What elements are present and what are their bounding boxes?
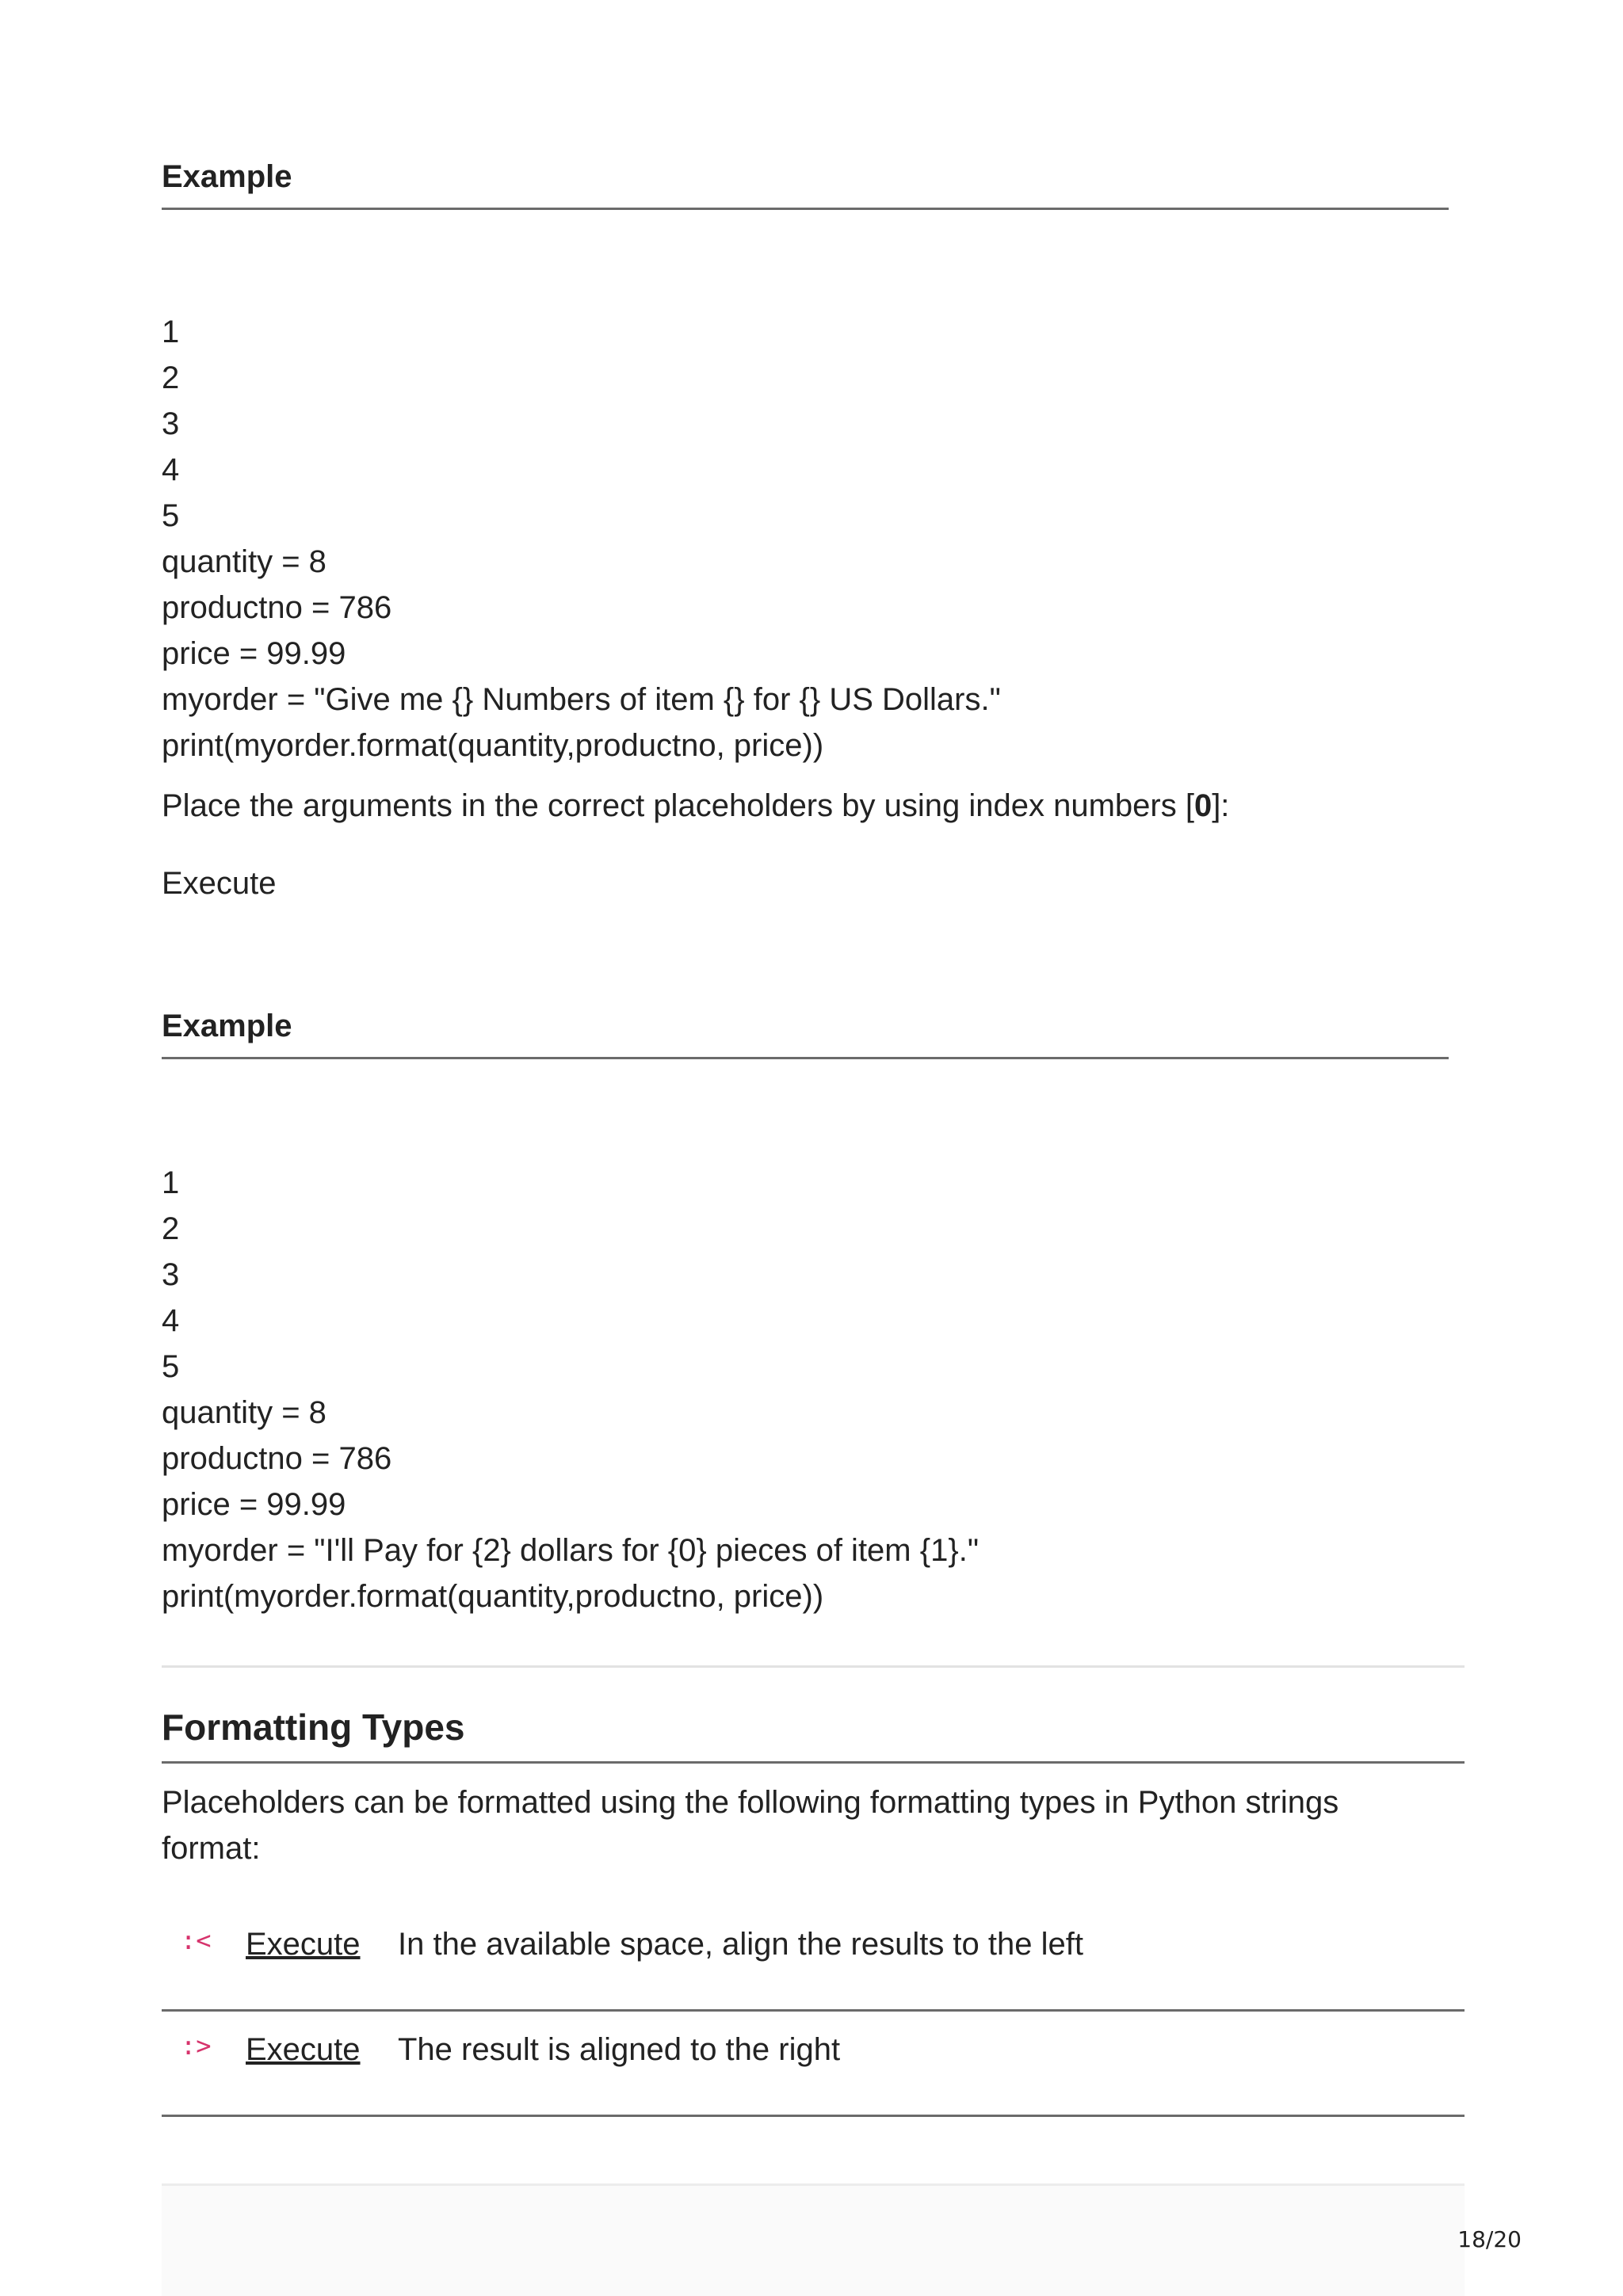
format-type-row (162, 1906, 1465, 2012)
code-line: print(myorder.format(quantity,productno, price)) (162, 1579, 824, 1614)
execute-text: Execute (162, 866, 277, 901)
format-description: In the available space, align the results to the left (398, 1927, 1083, 1962)
code-line: 5 (162, 498, 180, 533)
code-line: myorder = "Give me {} Numbers of item {} for {} US Dollars." (162, 682, 1001, 717)
divider (162, 1665, 1465, 1668)
example-heading: Example (162, 1008, 1449, 1059)
code-line: price = 99.99 (162, 1487, 346, 1522)
code-block (162, 309, 1001, 769)
intro-line: format: (162, 1831, 261, 1866)
format-code: :< (181, 1925, 212, 1955)
format-description: The result is aligned to the right (398, 2032, 841, 2067)
code-line: 3 (162, 406, 180, 441)
paragraph-text: ]: (1212, 788, 1230, 823)
code-line: 4 (162, 1303, 180, 1338)
paragraph (162, 783, 1229, 829)
code-line: productno = 786 (162, 590, 392, 625)
code-line: 1 (162, 1165, 180, 1200)
format-type-row (162, 2012, 1465, 2117)
code-line: quantity = 8 (162, 544, 327, 579)
bold-index: 0 (1193, 788, 1212, 823)
next-row-placeholder (162, 2183, 1465, 2296)
code-line: 1 (162, 315, 180, 349)
execute-link[interactable]: Execute (246, 2032, 361, 2067)
code-block (162, 1160, 979, 1619)
code-line: 5 (162, 1349, 180, 1384)
section-title: Formatting Types (162, 1707, 1465, 1764)
code-line: 2 (162, 360, 180, 395)
code-line: print(myorder.format(quantity,productno, price)) (162, 728, 824, 763)
code-line: 2 (162, 1211, 180, 1246)
execute-link[interactable]: Execute (246, 1927, 361, 1962)
code-line: 4 (162, 452, 180, 487)
example-heading: Example (162, 158, 1449, 210)
page-number: 18/20 (1457, 2226, 1522, 2252)
code-line: quantity = 8 (162, 1395, 327, 1430)
intro-paragraph (162, 1779, 1338, 1871)
intro-line: Placeholders can be formatted using the following formatting types in Python strings (162, 1785, 1339, 1820)
code-line: productno = 786 (162, 1441, 392, 1476)
code-line: myorder = "I'll Pay for {2} dollars for {0} pieces of item {1}." (162, 1533, 980, 1568)
paragraph-text: Place the arguments in the correct placeholders by using index numbers [ (162, 788, 1194, 823)
format-code: :> (181, 2031, 212, 2061)
code-line: price = 99.99 (162, 636, 346, 671)
code-line: 3 (162, 1257, 180, 1292)
